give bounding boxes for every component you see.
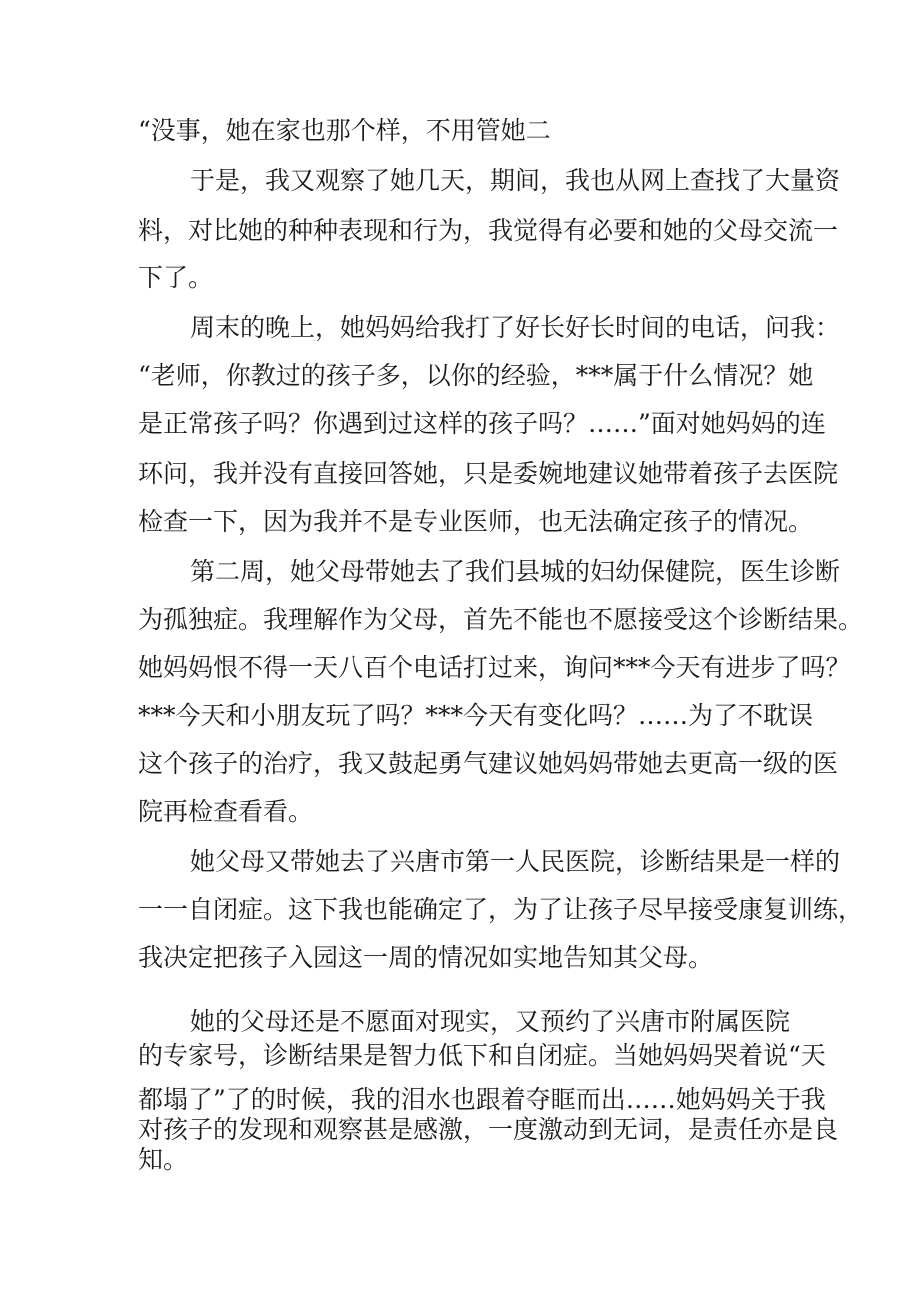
text-line: “没事，她在家也那个样，不用管她二	[138, 116, 551, 145]
text-line: 她父母又带她去了兴唐市第一人民医院，诊断结果是一样的	[190, 847, 841, 876]
text-line: 对孩子的发现和观察甚是感激，一度激动到无词，是责任亦是良	[138, 1115, 839, 1144]
text-line: 下了。	[138, 263, 214, 292]
text-line: 这个孩子的治疗，我又鼓起勇气建议她妈妈带她去更高一级的医	[138, 749, 839, 778]
text-line: 她妈妈恨不得一天八百个电话打过来，询问***今天有进步了吗？	[138, 653, 851, 682]
text-line: 知。	[138, 1145, 189, 1174]
text-line: 检查一下，因为我并不是专业医师，也无法确定孩子的情况。	[138, 507, 814, 536]
text-line: “老师，你教过的孩子多，以你的经验，***属于什么情况？她	[138, 361, 814, 390]
text-line: 是正常孩子吗？你遇到过这样的孩子吗？……”面对她妈妈的连	[138, 409, 826, 438]
text-line: 环问，我并没有直接回答她，只是委婉地建议她带着孩子去医院	[138, 459, 839, 488]
text-line: 为孤独症。我理解作为父母，首先不能也不愿接受这个诊断结果。	[138, 605, 864, 634]
text-line: 院再检查看看。	[138, 797, 314, 826]
text-line: 都塌了”了的时候，我的泪水也跟着夺眶而出……她妈妈关于我	[138, 1085, 826, 1114]
text-line: 的专家号，诊断结果是智力低下和自闭症。当她妈妈哭着说“天	[138, 1041, 826, 1070]
text-line: 她的父母还是不愿面对现实，又预约了兴唐市附属医院	[190, 1007, 791, 1036]
text-line: 一一自闭症。这下我也能确定了，为了让孩子尽早接受康复训练，	[138, 895, 864, 924]
text-line: 于是，我又观察了她几天，期间，我也从网上查找了大量资	[190, 166, 841, 195]
text-line: 周末的晚上，她妈妈给我打了好长好长时间的电话，问我：	[190, 313, 841, 342]
text-line: 第二周，她父母带她去了我们县城的妇幼保健院，医生诊断	[190, 557, 841, 586]
text-line: ***今天和小朋友玩了吗？***今天有变化吗？……为了不耽误	[138, 701, 814, 730]
text-line: 料，对比她的种种表现和行为，我觉得有必要和她的父母交流一	[138, 216, 839, 245]
text-line: 我决定把孩子入园这一周的情况如实地告知其父母。	[138, 943, 714, 972]
